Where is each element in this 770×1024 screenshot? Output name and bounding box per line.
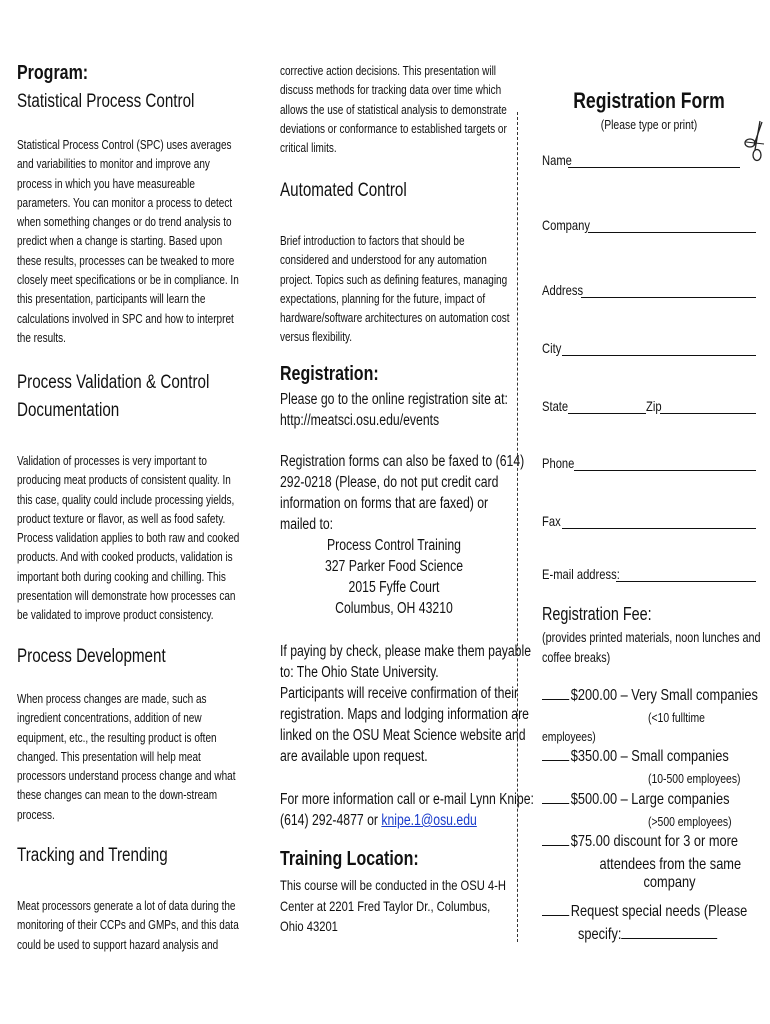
- tracking-heading: Tracking and Trending: [17, 845, 168, 866]
- text-line: linked on the OSU Meat Science website and: [280, 727, 526, 744]
- text-line: hardware/software architectures on automation cost: [280, 311, 510, 326]
- fee-label: $350.00 – Small companies: [570, 748, 729, 765]
- location-description: [280, 875, 506, 937]
- text-line: processors understand process change and what: [17, 769, 236, 784]
- fax-info: [280, 451, 524, 535]
- validation-heading: [17, 369, 209, 425]
- address-line: 327 Parker Food Science: [324, 558, 464, 575]
- fee-special-needs[interactable]: [542, 903, 747, 921]
- text-line: these results, processes can be tweaked to more: [17, 253, 235, 268]
- text-line: Participants will receive confirmation of their: [280, 685, 519, 702]
- city-field[interactable]: [542, 338, 756, 358]
- contact-info: [280, 789, 534, 831]
- text-line: project. Topics such as defining features, managing: [280, 272, 508, 287]
- text-line: coffee breaks): [542, 650, 611, 665]
- fee-checkbox-line[interactable]: [542, 760, 569, 761]
- form-subtitle-wrap: [542, 117, 756, 132]
- fee-small-note: (10-500 employees): [648, 771, 741, 786]
- fee-large-note: (>500 employees): [648, 814, 732, 829]
- address-field[interactable]: [542, 280, 756, 300]
- tracking-continued: [280, 62, 507, 158]
- text-line: closely meet specifications or be in compliance. In: [17, 273, 239, 288]
- validation-description: [17, 452, 239, 626]
- program-title: Statistical Process Control: [17, 91, 195, 112]
- development-description: [17, 690, 235, 825]
- text-line: be validated to improve product consistency.: [17, 608, 214, 623]
- address-line: 2015 Fyffe Court: [348, 579, 440, 596]
- state-zip-field[interactable]: [542, 396, 756, 416]
- name-label: Name: [542, 152, 572, 168]
- fee-very-small-note2: employees): [542, 729, 596, 744]
- text-line: [280, 810, 534, 831]
- text-line: ingredient concentrations, addition of new: [17, 711, 202, 726]
- fee-label: Request special needs (Please: [570, 903, 748, 920]
- company-label: Company: [542, 217, 590, 233]
- program-label: Program:: [17, 62, 89, 84]
- text-line: Brief introduction to factors that should be: [280, 234, 465, 248]
- phone-label: Phone: [542, 455, 575, 471]
- fee-checkbox-line[interactable]: [542, 915, 569, 916]
- text-line: Meat processors generate a lot of data during the: [17, 899, 236, 913]
- check-info: [280, 641, 531, 767]
- text-line: considered and understood for any automation: [280, 253, 487, 268]
- text-line: For more information call or e-mail Lynn Knipe:: [280, 791, 534, 808]
- text-line: Center at 2201 Fred Taylor Dr., Columbus,: [280, 897, 491, 914]
- address-line: Columbus, OH 43210: [335, 600, 453, 617]
- fee-very-small-note: (<10 fulltime: [648, 710, 705, 725]
- text-line: process in which you have measureable: [17, 176, 195, 191]
- form-title-wrap: [542, 88, 756, 114]
- state-label: State: [542, 398, 569, 414]
- text-line: Validation of processes is very important to: [17, 454, 207, 468]
- fee-checkbox-line[interactable]: [542, 845, 569, 846]
- text-line: When process changes are made, such as: [17, 692, 207, 706]
- city-input-line[interactable]: [562, 355, 756, 356]
- text-line: parameters. You can monitor a process to detect: [17, 195, 233, 210]
- state-input-line[interactable]: [568, 413, 646, 414]
- fee-discount-cont: [582, 856, 757, 892]
- email-link[interactable]: knipe.1@osu.edu: [381, 812, 477, 829]
- fee-label: $500.00 – Large companies: [570, 791, 730, 808]
- text-line: process.: [17, 807, 55, 822]
- spc-description: [17, 136, 239, 348]
- text-line: monitoring of their CCPs and GMPs, and this data: [17, 918, 239, 933]
- fax-label: Fax: [542, 513, 561, 529]
- text-line: company: [643, 874, 696, 891]
- fee-discount[interactable]: [542, 833, 738, 851]
- text-line: changed. This presentation will help meat: [17, 749, 201, 764]
- automated-description: [280, 232, 510, 348]
- text-line: products. And with cooked products, validation is: [17, 550, 233, 565]
- special-needs-specify[interactable]: [578, 926, 717, 944]
- text-line: attendees from the same: [599, 856, 742, 873]
- fee-checkbox-line[interactable]: [542, 699, 569, 700]
- text-line: information on forms that are faxed) or: [280, 495, 489, 512]
- email-label: E-mail address:: [542, 566, 620, 582]
- text-line: critical limits.: [280, 141, 337, 156]
- text-line: Ohio 43201: [280, 918, 338, 934]
- fee-label: $200.00 – Very Small companies: [570, 687, 758, 704]
- form-subtitle: (Please type or print): [600, 117, 698, 132]
- contact-phone: (614) 292-4877 or: [280, 812, 382, 829]
- text-line: equipment, etc., the resulting product is often: [17, 730, 217, 745]
- text-line: allows the use of statistical analysis to demonstrate: [280, 102, 507, 117]
- company-field[interactable]: [542, 215, 756, 235]
- text-line: could be used to support hazard analysis and: [17, 937, 219, 952]
- text-line: registration. Maps and lodging information are: [280, 706, 529, 723]
- fax-input-line[interactable]: [562, 528, 756, 529]
- address-line: Process Control Training: [327, 537, 461, 554]
- cut-line-divider: [517, 112, 518, 942]
- text-line: this presentation, participants will learn the: [17, 292, 206, 307]
- text-line: mailed to:: [280, 516, 334, 533]
- phone-field[interactable]: [542, 453, 756, 473]
- text-line: presentation will demonstrate how processes can: [17, 589, 236, 604]
- fee-checkbox-line[interactable]: [542, 803, 569, 804]
- text-line: this case, quality could include processing yields,: [17, 492, 235, 507]
- text-line: to: The Ohio State University.: [280, 664, 439, 681]
- specify-label: specify:: [578, 926, 622, 943]
- text-line: This course will be conducted in the OSU 4-H: [280, 877, 506, 893]
- text-line: discuss methods for tracking data over time which: [280, 83, 502, 98]
- mailing-address: [280, 535, 508, 619]
- zip-label: Zip: [646, 398, 662, 414]
- form-title: Registration Form: [573, 88, 725, 113]
- text-line: producing meat products of consistent quality. In: [17, 473, 231, 488]
- text-line: and variabilities to monitor and improve any: [17, 157, 210, 172]
- specify-input-line[interactable]: [621, 938, 717, 939]
- text-line: deviations or conformance to established targets or: [280, 121, 507, 136]
- phone-input-line[interactable]: [574, 470, 756, 471]
- registration-url: http://meatsci.osu.edu/events: [280, 412, 440, 429]
- development-heading: Process Development: [17, 646, 166, 667]
- text-line: important both during cooking and chilling. This: [17, 569, 226, 584]
- location-heading: Training Location:: [280, 848, 419, 870]
- text-line: versus flexibility.: [280, 330, 353, 345]
- text-line: Please go to the online registration site at:: [280, 391, 508, 408]
- text-line: these changes can mean to the down-stream: [17, 788, 218, 803]
- name-field[interactable]: [542, 150, 756, 170]
- text-line: expectations, planning for the future, impact of: [280, 291, 486, 306]
- zip-input-line[interactable]: [660, 413, 756, 414]
- fax-field[interactable]: [542, 511, 756, 531]
- text-line: are available upon request.: [280, 748, 428, 765]
- city-label: City: [542, 340, 562, 356]
- text-line: 292-0218 (Please, do not put credit card: [280, 474, 499, 491]
- text-line: corrective action decisions. This presentation will: [280, 64, 497, 78]
- registration-heading: Registration:: [280, 363, 379, 385]
- fee-large[interactable]: [542, 791, 730, 809]
- text-line: calculations involved in SPC and how to interpret: [17, 311, 234, 326]
- text-line: Process validation applies to both raw and cooked: [17, 531, 240, 546]
- text-line: when something changes or do trend analysis to: [17, 215, 232, 230]
- text-line: predict when a change is starting. Based upon: [17, 234, 223, 249]
- heading-line: Process Validation & Control: [17, 372, 210, 393]
- text-line: product texture or flavor, as well as food safety.: [17, 511, 226, 526]
- automated-heading: Automated Control: [280, 180, 407, 201]
- fee-note: [542, 628, 761, 668]
- text-line: (provides printed materials, noon lunches and: [542, 630, 761, 645]
- fee-small[interactable]: [542, 748, 729, 766]
- address-label: Address: [542, 282, 584, 298]
- registration-online: [280, 389, 508, 431]
- tracking-description: [17, 897, 239, 955]
- text-line: Registration forms can also be faxed to (614): [280, 453, 525, 470]
- text-line: If paying by check, please make them payable: [280, 643, 532, 660]
- fee-label: $75.00 discount for 3 or more: [570, 833, 739, 850]
- name-input-line[interactable]: [568, 167, 740, 168]
- email-field[interactable]: [542, 564, 756, 584]
- company-input-line[interactable]: [588, 232, 756, 233]
- address-input-line[interactable]: [581, 297, 756, 298]
- text-line: the results.: [17, 330, 66, 345]
- heading-line: Documentation: [17, 400, 120, 421]
- fee-heading: Registration Fee:: [542, 604, 652, 624]
- text-line: Statistical Process Control (SPC) uses averages: [17, 138, 232, 152]
- fee-very-small[interactable]: [542, 687, 758, 705]
- email-input-line[interactable]: [616, 581, 756, 582]
